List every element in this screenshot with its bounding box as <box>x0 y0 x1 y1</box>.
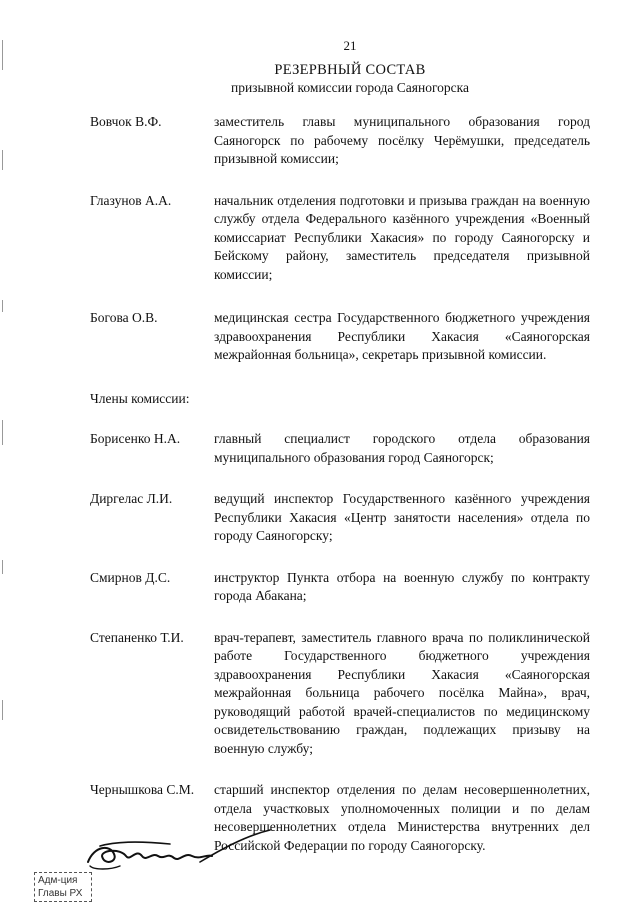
commission-entry <box>90 629 590 759</box>
member-name: Чернышкова С.М. <box>90 782 195 797</box>
member-role: врач-терапевт, заместитель главного врача по поликлинической работе Государственного бюджетного учреждения здравоохранения Республики Хакасия «Саяногорская межрайонная больница рабочего посёлка Майна», врач, руководящий работой врачей-специалистов по медицинскому освидетельствованию граждан, подлежащих призыву на военную службу; <box>214 629 590 756</box>
member-name: Богова О.В. <box>90 310 158 325</box>
member-role: главный специалист городского отдела образования муниципального образования город Саяногорск; <box>214 431 590 465</box>
member-role: заместитель главы муниципального образования город Саяногорск по рабочему посёлку Черёмушки, председатель призывной комиссии; <box>214 114 590 166</box>
commission-entry <box>90 192 590 285</box>
commission-list <box>90 113 590 855</box>
commission-entry <box>90 569 590 606</box>
member-role: инструктор Пункта отбора на военную службу по контракту города Абакана; <box>214 569 590 603</box>
commission-entry <box>90 309 590 365</box>
page-edge-marks <box>2 0 6 905</box>
member-name: Диргелас Л.И. <box>90 491 173 506</box>
registration-stamp <box>34 872 92 902</box>
member-name: Степаненко Т.И. <box>90 629 184 645</box>
commission-entry <box>90 430 590 467</box>
stamp-line: Главы РХ <box>38 888 83 899</box>
stamp-line: Адм-ция <box>38 875 78 886</box>
page-number: 21 <box>343 38 357 53</box>
document-subtitle: призывной комиссии города Саяногорска <box>230 80 469 95</box>
member-name: Глазунов А.А. <box>90 192 172 208</box>
member-role: медицинская сестра Государственного бюджетного учреждения здравоохранения Республики Хакасия «Саяногорская межрайонная больница», секретарь призывной комиссии. <box>214 310 590 362</box>
member-name: Вовчок В.Ф. <box>90 114 162 129</box>
members-label: Члены комиссии: <box>90 390 190 406</box>
member-role: старший инспектор отделения по делам несовершеннолетних, отдела участковых уполномоченных полиции и по делам несовершеннолетних отдела Министерства внутренних дел Российской Федерации по городу Саяногорску. <box>214 782 590 853</box>
commission-entry <box>90 113 590 169</box>
member-name: Борисенко Н.А. <box>90 431 181 446</box>
commission-entry <box>90 490 590 546</box>
member-role: начальник отделения подготовки и призыва граждан на военную службу отдела Федерального казённого учреждения «Военный комиссариат Республики Хакасия» по городу Саяногорску и Бейскому району, заместитель председателя призывной комиссии; <box>214 192 590 282</box>
document-title: РЕЗЕРВНЫЙ СОСТАВ <box>274 62 426 78</box>
member-role: ведущий инспектор Государственного казённого учреждения Республики Хакасия «Центр занятости населения» отдела по городу Саяногорску; <box>214 491 590 543</box>
member-name: Смирнов Д.С. <box>90 569 171 585</box>
handwritten-signature <box>80 826 280 876</box>
